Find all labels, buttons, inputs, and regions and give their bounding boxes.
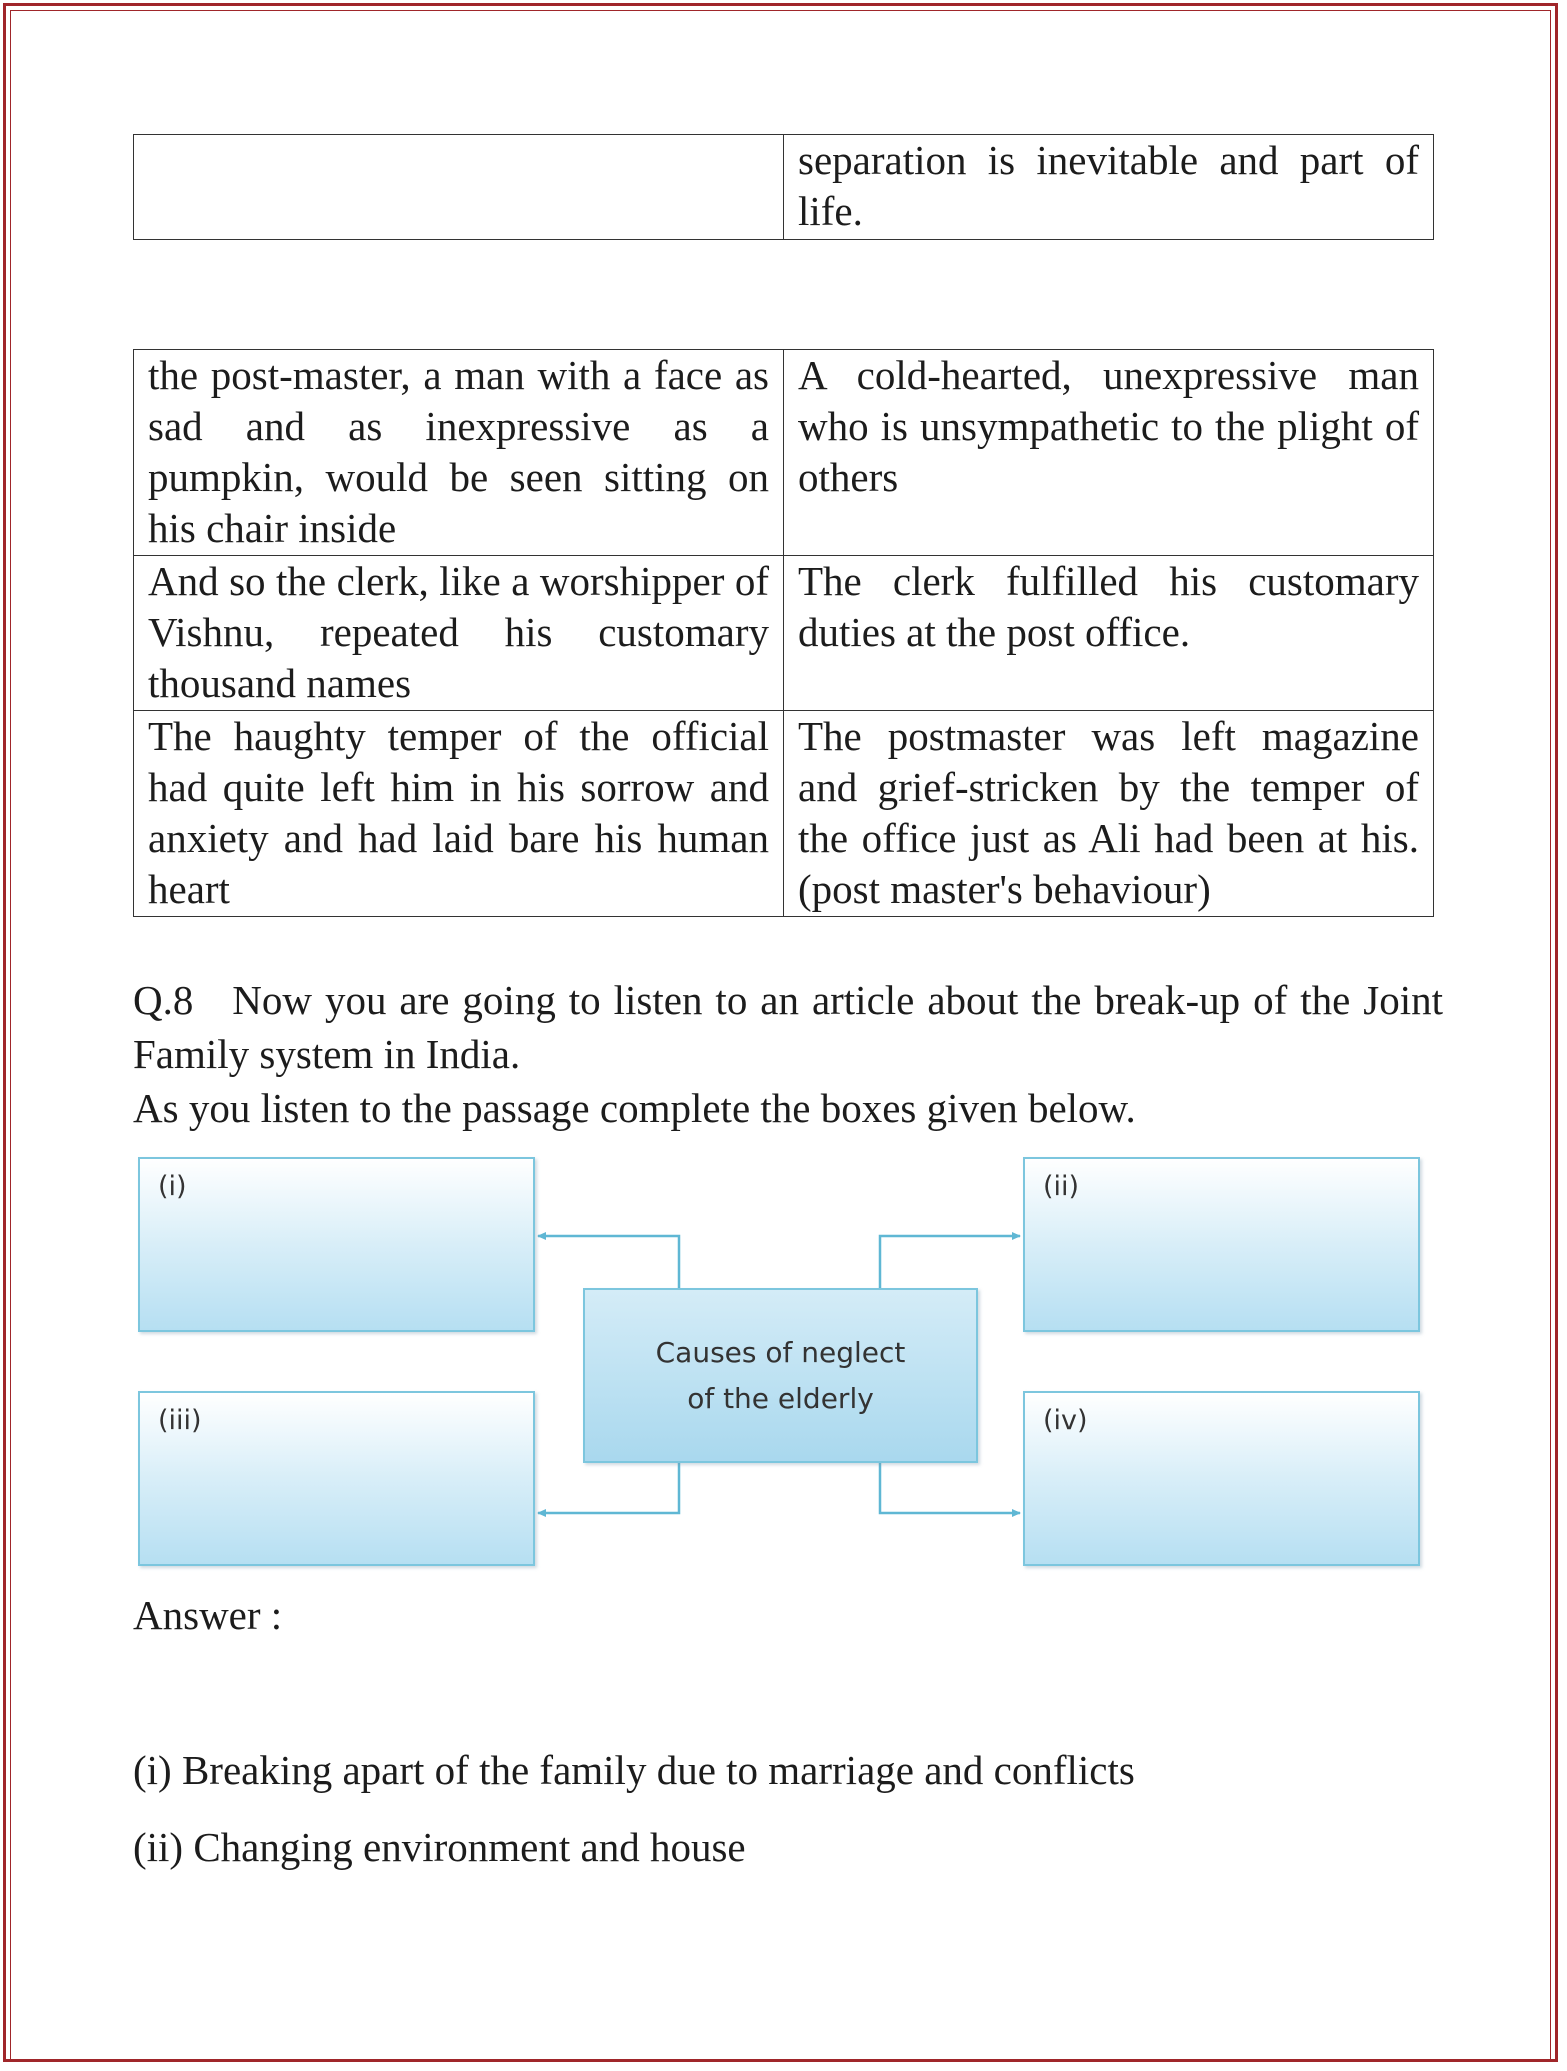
central-topic-line: of the elderly — [687, 1382, 874, 1415]
box-label: (i) — [158, 1171, 187, 1202]
question-prompt — [133, 973, 1443, 1081]
table-row — [134, 135, 1434, 240]
box-label: (iii) — [158, 1405, 202, 1436]
question-8 — [133, 973, 1443, 1135]
central-topic-line: Causes of neglect — [655, 1336, 906, 1369]
box-label: (iv) — [1043, 1405, 1088, 1436]
table-row — [134, 711, 1434, 917]
answer-heading: Answer : — [133, 1592, 283, 1638]
table-cell-quote: And so the clerk, like a worshipper of Vishnu, repeated his customary thousand names — [134, 556, 784, 711]
answer-item: (ii) Changing environment and house — [133, 1824, 746, 1870]
answer-box-iv — [1023, 1391, 1420, 1566]
table-cell-right: separation is inevitable and part of life. — [784, 135, 1434, 240]
table-cell-left — [134, 135, 784, 240]
table-cell-quote: The haughty temper of the official had quite left him in his sorrow and anxiety and had laid bare his human heart — [134, 711, 784, 917]
quotation-explanation-table — [133, 349, 1434, 917]
question-instruction: As you listen to the passage complete the boxes given below. — [133, 1085, 1136, 1131]
question-number: Q.8 — [133, 977, 194, 1023]
table-cell-meaning: A cold-hearted, unexpressive man who is unsympathetic to the plight of others — [784, 350, 1434, 556]
question-text: Now you are going to listen to an article about the break-up of the Joint Family system in India. — [133, 977, 1444, 1077]
answer-box-iii — [138, 1391, 535, 1566]
table-cell-quote: the post-master, a man with a face as sad and as inexpressive as a pumpkin, would be seen sitting on his chair inside — [134, 350, 784, 556]
table-cell-meaning: The postmaster was left magazine and grief-stricken by the temper of the office just as Ali had been at his. (post master's behaviour) — [784, 711, 1434, 917]
table-row — [134, 350, 1434, 556]
answer-box-ii — [1023, 1157, 1420, 1332]
answer-box-i — [138, 1157, 535, 1332]
central-topic-box — [583, 1288, 978, 1463]
answer-item: (i) Breaking apart of the family due to marriage and conflicts — [133, 1747, 1135, 1793]
table-cell-meaning: The clerk fulfilled his customary duties at the post office. — [784, 556, 1434, 711]
table-row — [134, 556, 1434, 711]
continuation-table — [133, 134, 1434, 240]
box-label: (ii) — [1043, 1171, 1080, 1202]
